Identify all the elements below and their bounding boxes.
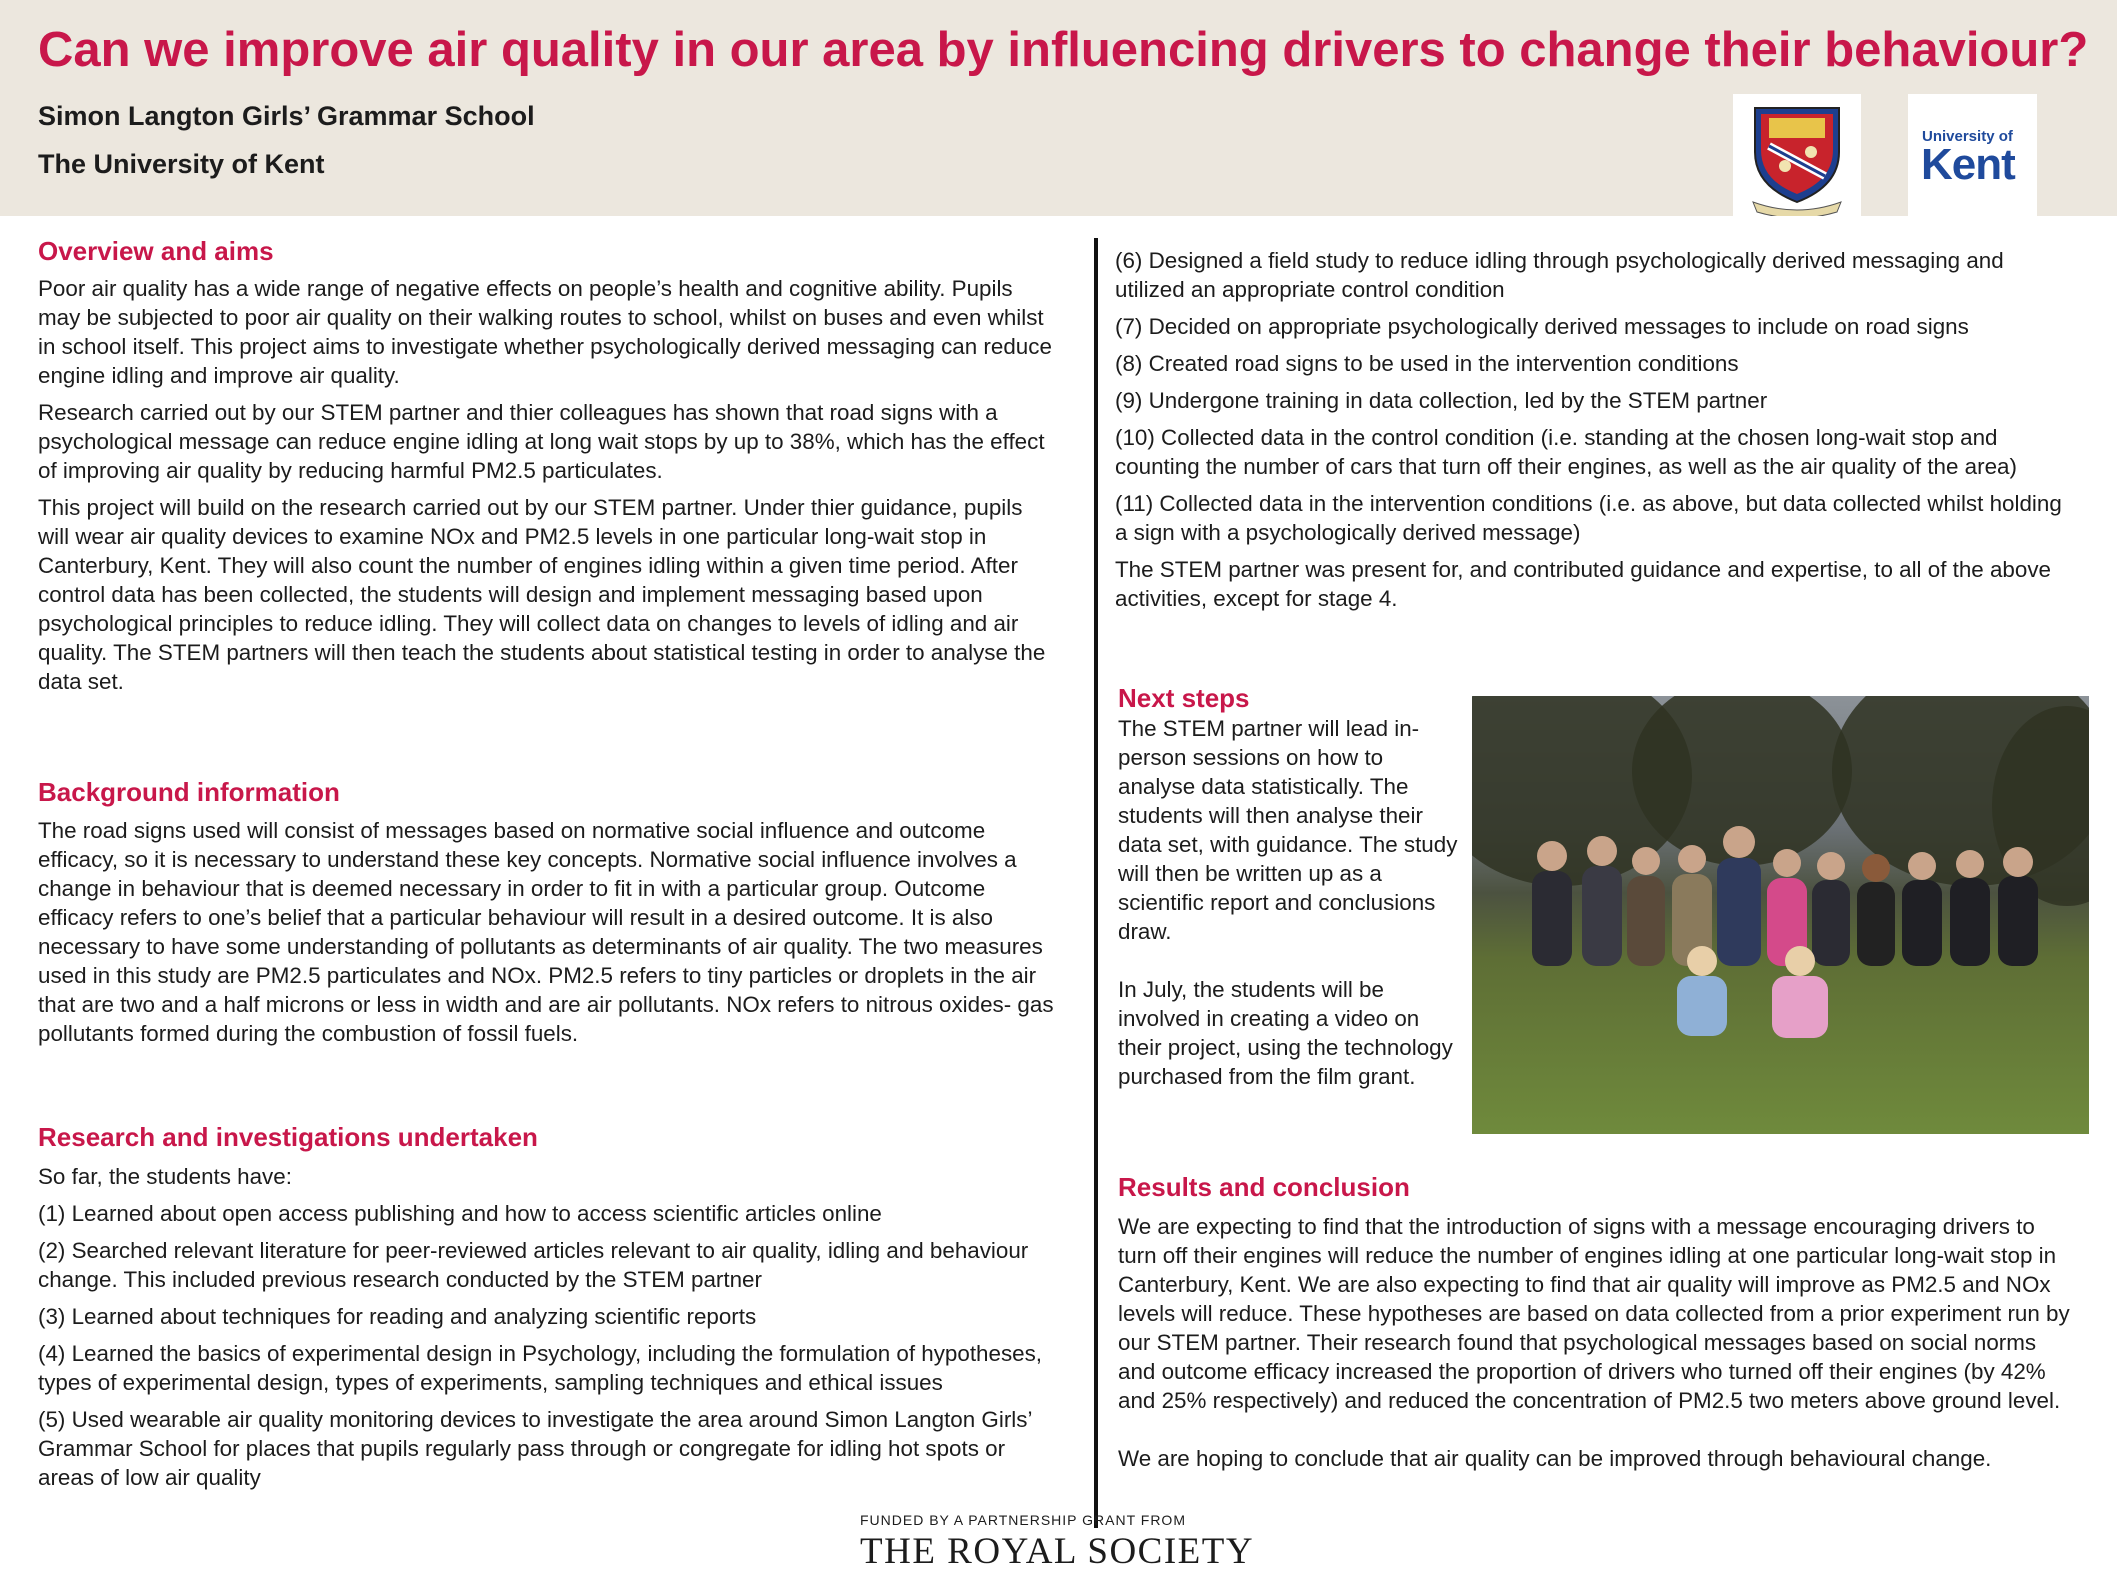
results-paragraph: We are hoping to conclude that air quality can be improved through behavioural change.: [1118, 1446, 1992, 1471]
school-crest-logo: [1733, 94, 1861, 216]
research-section-left: [38, 1162, 1058, 1500]
school-name: Simon Langton Girls’ Grammar School: [38, 101, 535, 131]
kent-logo-small-text: University of: [1922, 128, 2013, 145]
research-item: (5) Used wearable air quality monitoring devices to investigate the area around Simon Langton Girls’ Grammar School for places that pupils regularly pass through or congregate for idling hot spots or areas of low air quality: [38, 1407, 1032, 1490]
background-section: [38, 816, 1058, 1056]
results-section: [1118, 1212, 2078, 1492]
research-item: (3) Learned about techniques for reading and analyzing scientific reports: [38, 1304, 757, 1329]
results-paragraph: We are expecting to find that the introduction of signs with a message encouraging drivers to turn off their engines will reduce the number of engines idling at one particular long-wait stop in Canterbury, Kent. We are also expecting to find that air quality will improve as PM2.5 and NOx levels will reduce. These hypotheses are based on data collected from a prior experiment run by our STEM partner. Their research found that psychological messages based on social norms and outcome efficacy increased the proportion of drivers who turned off their engines (by 42% and 25% respectively) and reduced the concentration of PM2.5 two meters above ground level.: [1118, 1214, 2070, 1413]
research-closing: The STEM partner was present for, and contributed guidance and expertise, to all of the above activities, except for stage 4.: [1115, 557, 2051, 611]
research-intro: So far, the students have:: [38, 1164, 292, 1189]
university-of-kent-logo: [1908, 94, 2037, 216]
university-name: The University of Kent: [38, 149, 325, 179]
next-steps-paragraph: The STEM partner will lead in-person sessions on how to analyse data statistically. The students will then analyse their data set, with guidance. The study will then be written up as a scientific report and conclusions draw.: [1118, 716, 1458, 944]
research-item: (10) Collected data in the control condition (i.e. standing at the chosen long-wait stop and counting the number of cars that turn off their engines, as well as the air quality of the area): [1115, 425, 2017, 479]
results-heading: Results and conclusion: [1118, 1172, 1410, 1202]
next-steps-heading: Next steps: [1118, 683, 1250, 713]
overview-paragraph: This project will build on the research carried out by our STEM partner. Under thier guidance, pupils will wear air quality devices to examine NOx and PM2.5 levels in one particular long-wait stop in Canterbury, Kent. They will also count the number of engines idling within a given time period. After control data has been collected, the students will design and implement messaging based upon psychological principles to reduce idling. They will collect data on changes to levels of idling and air quality. The STEM partners will then teach the students about statistical testing in order to analyse the data set.: [38, 495, 1046, 694]
research-item: (9) Undergone training in data collection, led by the STEM partner: [1115, 388, 1768, 413]
poster-title: Can we improve air quality in our area by influencing drivers to change their behaviour?: [38, 23, 2089, 77]
overview-paragraph: Research carried out by our STEM partner and thier colleagues has shown that road signs with a psychological message can reduce engine idling at long wait stops by up to 38%, which has the effect of improving air quality by reducing harmful PM2.5 particulates.: [38, 400, 1045, 483]
research-item: (2) Searched relevant literature for peer-reviewed articles relevant to air quality, idling and behaviour change. This included previous research conducted by the STEM partner: [38, 1238, 1029, 1292]
poster-header: [0, 0, 2117, 216]
next-steps-paragraph: In July, the students will be involved in creating a video on their project, using the technology purchased from the film grant.: [1118, 977, 1453, 1089]
background-paragraph: The road signs used will consist of messages based on normative social influence and outcome efficacy, so it is necessary to understand these key concepts. Normative social influence involves a change in behaviour that is deemed necessary in order to fit in with a particular group. Outcome efficacy refers to one’s belief that a particular behaviour will result in a desired outcome. It is also necessary to have some understanding of pollutants as determinants of air quality. The two measures used in this study are PM2.5 particulates and NOx. PM2.5 refers to tiny particles or droplets in the air that are two and a half microns or less in width and are air pollutants. NOx refers to nitrous oxides- gas pollutants formed during the combustion of fossil fuels.: [38, 818, 1054, 1046]
royal-society-logo-text: THE ROYAL SOCIETY: [860, 1531, 1255, 1572]
column-divider: [1094, 238, 1098, 1528]
crest-icon: [1733, 94, 1861, 216]
kent-logo-text: Kent: [1921, 140, 2015, 189]
overview-heading: Overview and aims: [38, 236, 274, 266]
research-item: (7) Decided on appropriate psychologically derived messages to include on road signs: [1115, 314, 1969, 339]
research-item: (11) Collected data in the intervention conditions (i.e. as above, but data collected whilst holding a sign with a psychologically derived message): [1115, 491, 2062, 545]
research-heading: Research and investigations undertaken: [38, 1122, 538, 1152]
overview-paragraph: Poor air quality has a wide range of negative effects on people’s health and cognitive ability. Pupils may be subjected to poor air quality on their walking routes to school, whilst on buses and even whilst in school itself. This project aims to investigate whether psychologically derived messaging can reduce engine idling and improve air quality.: [38, 276, 1052, 388]
research-section-right: [1115, 246, 2075, 621]
research-item: (1) Learned about open access publishing and how to access scientific articles online: [38, 1201, 882, 1226]
student-group-photo: [1472, 696, 2089, 1134]
overview-section: [38, 274, 1058, 704]
next-steps-section: [1118, 714, 1463, 1099]
funded-by-text: FUNDED BY A PARTNERSHIP GRANT FROM: [860, 1512, 1186, 1528]
background-heading: Background information: [38, 777, 340, 807]
research-item: (6) Designed a field study to reduce idling through psychologically derived messaging and utilized an appropriate control condition: [1115, 248, 2004, 302]
research-item: (8) Created road signs to be used in the intervention conditions: [1115, 351, 1739, 376]
research-item: (4) Learned the basics of experimental design in Psychology, including the formulation of hypotheses, types of experimental design, types of experiments, sampling techniques and ethical issues: [38, 1341, 1043, 1395]
people-silhouettes: [1472, 696, 2089, 1134]
